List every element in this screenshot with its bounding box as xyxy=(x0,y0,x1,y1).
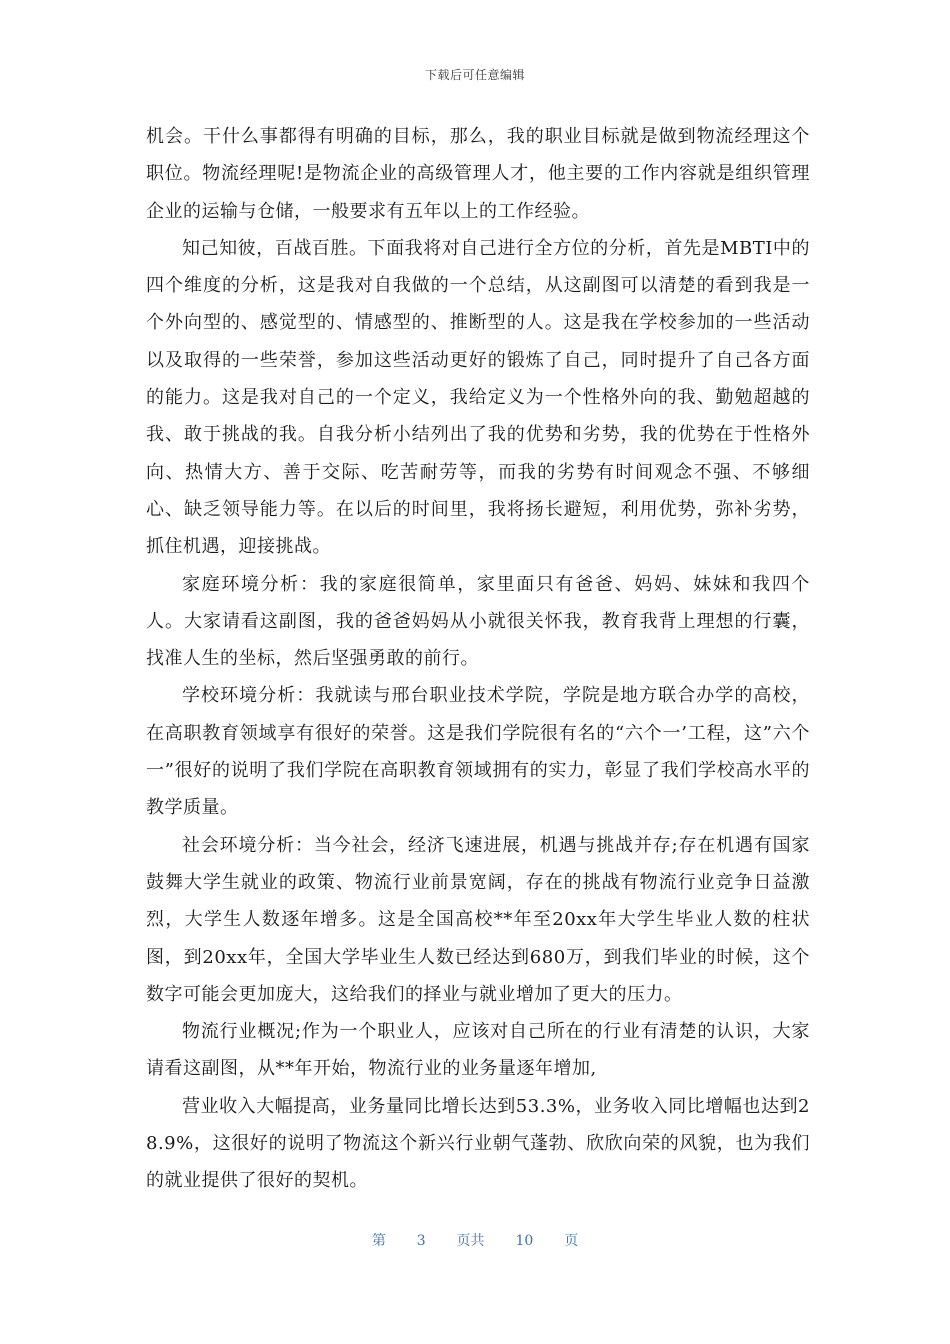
paragraph-society-analysis: 社会环境分析：当今社会，经济飞速进展，机遇与挑战并存;存在机遇有国家鼓舞大学生就业的政策、物流行业前景宽阔，存在的挑战有物流行业竞争日益激烈，大学生人数逐年增多。这是全国高校**年至20xx年大学生毕业人数的柱状图，到20xx年，全国大学毕业生人数已经达到680万，到我们毕业的时候，这个数字可能会更加庞大，这给我们的择业与就业增加了更大的压力。 xyxy=(146,834,810,1005)
page-label-mid: 页共 xyxy=(456,1233,485,1249)
paragraph-family-analysis: 家庭环境分析：我的家庭很简单，家里面只有爸爸、妈妈、妹妹和我四个人。大家请看这副图，我的爸爸妈妈从小就很关怀我，教育我背上理想的行囊，找准人生的坐标，然后坚强勇敢的前行。 xyxy=(146,573,810,670)
page-label-suffix: 页 xyxy=(564,1233,579,1249)
paragraph-intro-continued: 机会。干什么事都得有明确的目标，那么，我的职业目标就是做到物流经理这个职位。物流经理呢!是物流企业的高级管理人才，他主要的工作内容就是组织管理企业的运输与仓储，一般要求有五年以上的工作经验。 xyxy=(146,126,810,222)
document-body xyxy=(146,118,810,1200)
total-pages-number: 10 xyxy=(515,1233,534,1249)
paragraph-revenue-growth: 营业收入大幅提高，业务量同比增长达到53.3%，业务收入同比增幅也达到28.9%，这很好的说明了物流这个新兴行业朝气蓬勃、欣欣向荣的风貌，也为我们的就业提供了很好的契机。 xyxy=(146,1095,810,1192)
page-label-prefix: 第 xyxy=(371,1233,386,1249)
page-footer xyxy=(0,1230,950,1250)
paragraph-self-analysis: 知己知彼，百战百胜。下面我将对自己进行全方位的分析，首先是MBTI中的四个维度的分析，这是我对自我做的一个总结，从这副图可以清楚的看到我是一个外向型的、感觉型的、情感型的、推断型的人。这是我在学校参加的一些活动以及取得的一些荣誉，参加这些活动更好的锻炼了自己，同时提升了自己各方面的能力。这是我对自己的一个定义，我给定义为一个性格外向的我、勤勉超越的我、敢于挑战的我。自我分析小结列出了我的优势和劣势，我的优势在于性格外向、热情大方、善于交际、吃苦耐劳等，而我的劣势有时间观念不强、不够细心、缺乏领导能力等。在以后的时间里，我将扬长避短，利用优势，弥补劣势，抓住机遇，迎接挑战。 xyxy=(146,237,810,558)
current-page-number: 3 xyxy=(416,1233,426,1249)
paragraph-industry-overview: 物流行业概况;作为一个职业人，应该对自己所在的行业有清楚的认识，大家请看这副图，从**年开始，物流行业的业务量逐年增加, xyxy=(146,1021,810,1080)
page-header: 下载后可任意编辑 xyxy=(424,68,525,82)
paragraph-school-analysis: 学校环境分析：我就读与邢台职业技术学院，学院是地方联合办学的高校，在高职教育领域享有很好的荣誉。这是我们学院很有名的“六个一’工程，这”六个一”很好的说明了我们学院在高职教育领域拥有的实力，彰显了我们学校高水平的教学质量。 xyxy=(146,685,810,819)
